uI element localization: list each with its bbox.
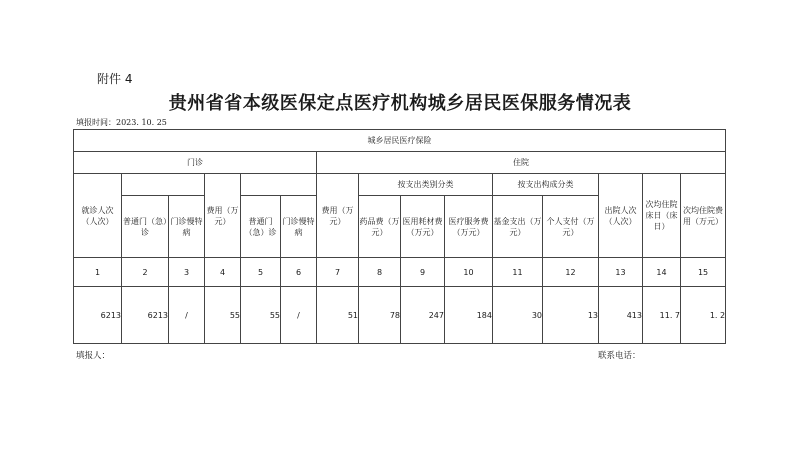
value-cell: 30 <box>493 287 543 344</box>
col-header-12: 个人支付（万元） <box>543 196 599 258</box>
index-cell: 10 <box>445 258 493 287</box>
index-cell: 12 <box>543 258 599 287</box>
value-cell: 11. 7 <box>643 287 681 344</box>
index-cell: 14 <box>643 258 681 287</box>
page-title: 贵州省省本级医保定点医疗机构城乡居民医保服务情况表 <box>168 93 632 114</box>
index-cell: 4 <box>205 258 241 287</box>
value-cell: 6213 <box>74 287 122 344</box>
col-header-2: 普通门（急）诊 <box>122 196 169 258</box>
col-header-3: 门诊慢特病 <box>169 196 205 258</box>
value-cell: / <box>169 287 205 344</box>
value-row <box>74 287 726 344</box>
outpatient-cost-group <box>241 174 317 196</box>
index-cell: 15 <box>681 258 726 287</box>
index-cell: 7 <box>317 258 359 287</box>
col-header-5: 普通门（急）诊 <box>241 196 281 258</box>
index-cell: 9 <box>401 258 445 287</box>
filler-label: 填报人： <box>76 351 111 361</box>
index-row <box>74 258 726 287</box>
index-cell: 1 <box>74 258 122 287</box>
attachment-label: 附件 4 <box>97 72 133 86</box>
outpatient-header: 门诊 <box>74 152 317 174</box>
col-header-6: 门诊慢特病 <box>281 196 317 258</box>
col-header-10: 医疗服务费（万元） <box>445 196 493 258</box>
expense-composition-header: 按支出构成分类 <box>493 174 599 196</box>
col-header-9: 医用耗材费（万元） <box>401 196 445 258</box>
col-header-4: 费用（万元） <box>205 174 241 258</box>
index-cell: 2 <box>122 258 169 287</box>
section-header: 城乡居民医疗保险 <box>74 130 726 152</box>
col-header-8: 药品费（万元） <box>359 196 401 258</box>
index-cell: 3 <box>169 258 205 287</box>
inpatient-header: 住院 <box>317 152 726 174</box>
value-cell: / <box>281 287 317 344</box>
value-cell: 55 <box>205 287 241 344</box>
value-cell: 51 <box>317 287 359 344</box>
value-cell: 6213 <box>122 287 169 344</box>
col-header-7: 费用（万元） <box>317 174 359 258</box>
col-header-11: 基金支出（万元） <box>493 196 543 258</box>
expense-category-header: 按支出类别分类 <box>359 174 493 196</box>
index-cell: 8 <box>359 258 401 287</box>
value-cell: 55 <box>241 287 281 344</box>
col-header-13: 出院人次（人次） <box>599 174 643 258</box>
value-cell: 13 <box>543 287 599 344</box>
col-header-1: 就诊人次（人次） <box>74 174 122 258</box>
phone-label: 联系电话： <box>598 351 641 361</box>
col-header-14: 次均住院床日（床日） <box>643 174 681 258</box>
index-cell: 11 <box>493 258 543 287</box>
value-cell: 247 <box>401 287 445 344</box>
report-table <box>73 129 726 344</box>
index-cell: 5 <box>241 258 281 287</box>
outpatient-visits-group <box>122 174 205 196</box>
index-cell: 13 <box>599 258 643 287</box>
value-cell: 413 <box>599 287 643 344</box>
col-header-15: 次均住院费用（万元） <box>681 174 726 258</box>
index-cell: 6 <box>281 258 317 287</box>
fill-time: 填报时间：2023. 10. 25 <box>76 118 167 127</box>
value-cell: 184 <box>445 287 493 344</box>
value-cell: 78 <box>359 287 401 344</box>
value-cell: 1. 2 <box>681 287 726 344</box>
